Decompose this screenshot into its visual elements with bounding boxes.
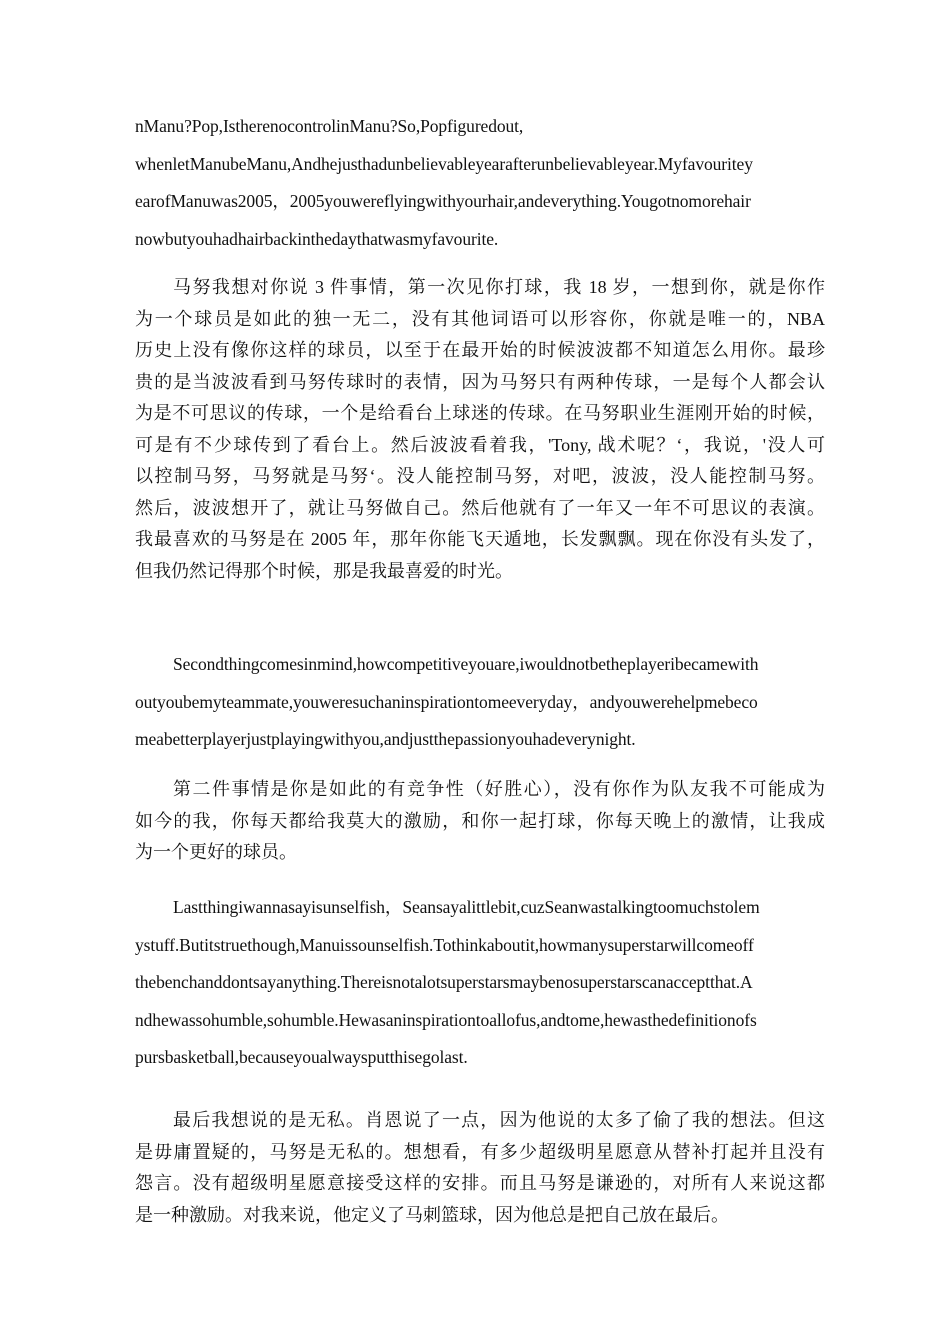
text-line: 如今的我，你每天都给我莫大的激励，和你一起打球，你每天晚上的激情，让我成 [135,810,825,831]
text-line: 马努我想对你说 3 件事情，第一次见你打球，我 18 岁，一想到你，就是你作 [173,277,825,297]
text-line: outyoubemyteammate,youweresuchaninspirationtomeeveryday，andyouwerehelpmebeco [135,691,758,712]
paragraph-chinese-2 [135,774,825,869]
text-line: 然后，波波想开了，就让马努做自己。然后他就有了一年又一年不可思议的表演。 [135,497,825,518]
text-line: nowbutyouhadhairbackinthedaythatwasmyfavourite. [135,228,499,249]
text-line: 为一个更好的球员。 [135,842,297,862]
text-line: Secondthingcomesinmind,howcompetitiveyouare,iwouldnotbetheplayeribecamewith [173,654,759,674]
text-line: 可是有不少球传到了看台上。然后波波看着我，'Tony, 战术呢？‘，我说，'没人可 [135,434,825,455]
text-line: 贵的是当波波看到马努传球时的表情，因为马努只有两种传球，一是每个人都会认 [135,371,825,392]
text-line: thebenchanddontsayanything.Thereisnotalotsuperstarsmaybenosuperstarscanacceptthat.A [135,972,753,992]
text-line: pursbasketball,becauseyoualwaysputthisegolast. [135,1047,468,1067]
text-line: whenletManubeManu,Andhejusthadunbelievableyearafterunbelievableyear.Myfavouritey [135,153,753,174]
paragraph-english-3 [135,889,825,1077]
text-line: 怨言。没有超级明星愿意接受这样的安排。而且马努是谦逊的，对所有人来说这都 [135,1173,825,1193]
paragraph-english-1 [135,108,825,258]
text-line: meabetterplayerjustplayingwithyou,andjustthepassionyouhadeverynight. [135,729,636,749]
text-line: ystuff.Butitstruethough,Manuissounselfish.Tothinkaboutit,howmanysuperstarwillcomeoff [135,934,754,955]
text-line: 但我仍然记得那个时候，那是我最喜爱的时光。 [135,560,513,581]
text-line: 为是不可思议的传球，一个是给看台上球迷的传球。在马努职业生涯刚开始的时候， [135,403,825,423]
paragraph-english-2 [135,646,825,759]
text-line: 第二件事情是你是如此的有竞争性（好胜心），没有你作为队友我不可能成为 [173,779,825,799]
text-line: 最后我想说的是无私。肖恩说了一点，因为他说的太多了偷了我的想法。但这 [173,1110,825,1130]
text-line: 我最喜欢的马努是在 2005 年，那年你能飞天遁地，长发飘飘。现在你没有头发了， [135,529,825,549]
text-line: 历史上没有像你这样的球员，以至于在最开始的时候波波都不知道怎么用你。最珍 [135,340,825,360]
text-line: 是一种激励。对我来说，他定义了马刺篮球，因为他总是把自己放在最后。 [135,1204,729,1225]
text-line: 是毋庸置疑的，马努是无私的。想想看，有多少超级明星愿意从替补打起并且没有 [135,1141,825,1162]
text-line: Lastthingiwannasayisunselfish，Seansayalittlebit,cuzSeanwastalkingtoomuchstolem [173,897,760,917]
paragraph-chinese-3 [135,1105,825,1231]
text-line: earofManuwas2005，2005youwereflyingwithyourhair,andeverything.Yougotnomorehair [135,191,751,211]
text-line: nManu?Pop,IstherenocontrolinManu?So,Popfiguredout, [135,116,524,136]
text-line: 以控制马努，马努就是马努‘。没人能控制马努，对吧，波波，没人能控制马努。 [135,466,825,486]
paragraph-chinese-1 [135,272,825,587]
text-line: ndhewassohumble,sohumble.Hewasaninspirationtoallofus,andtome,hewasthedefinitionofs [135,1009,757,1030]
text-line: 为一个球员是如此的独一无二，没有其他词语可以形容你，你就是唯一的，NBA [135,308,825,329]
